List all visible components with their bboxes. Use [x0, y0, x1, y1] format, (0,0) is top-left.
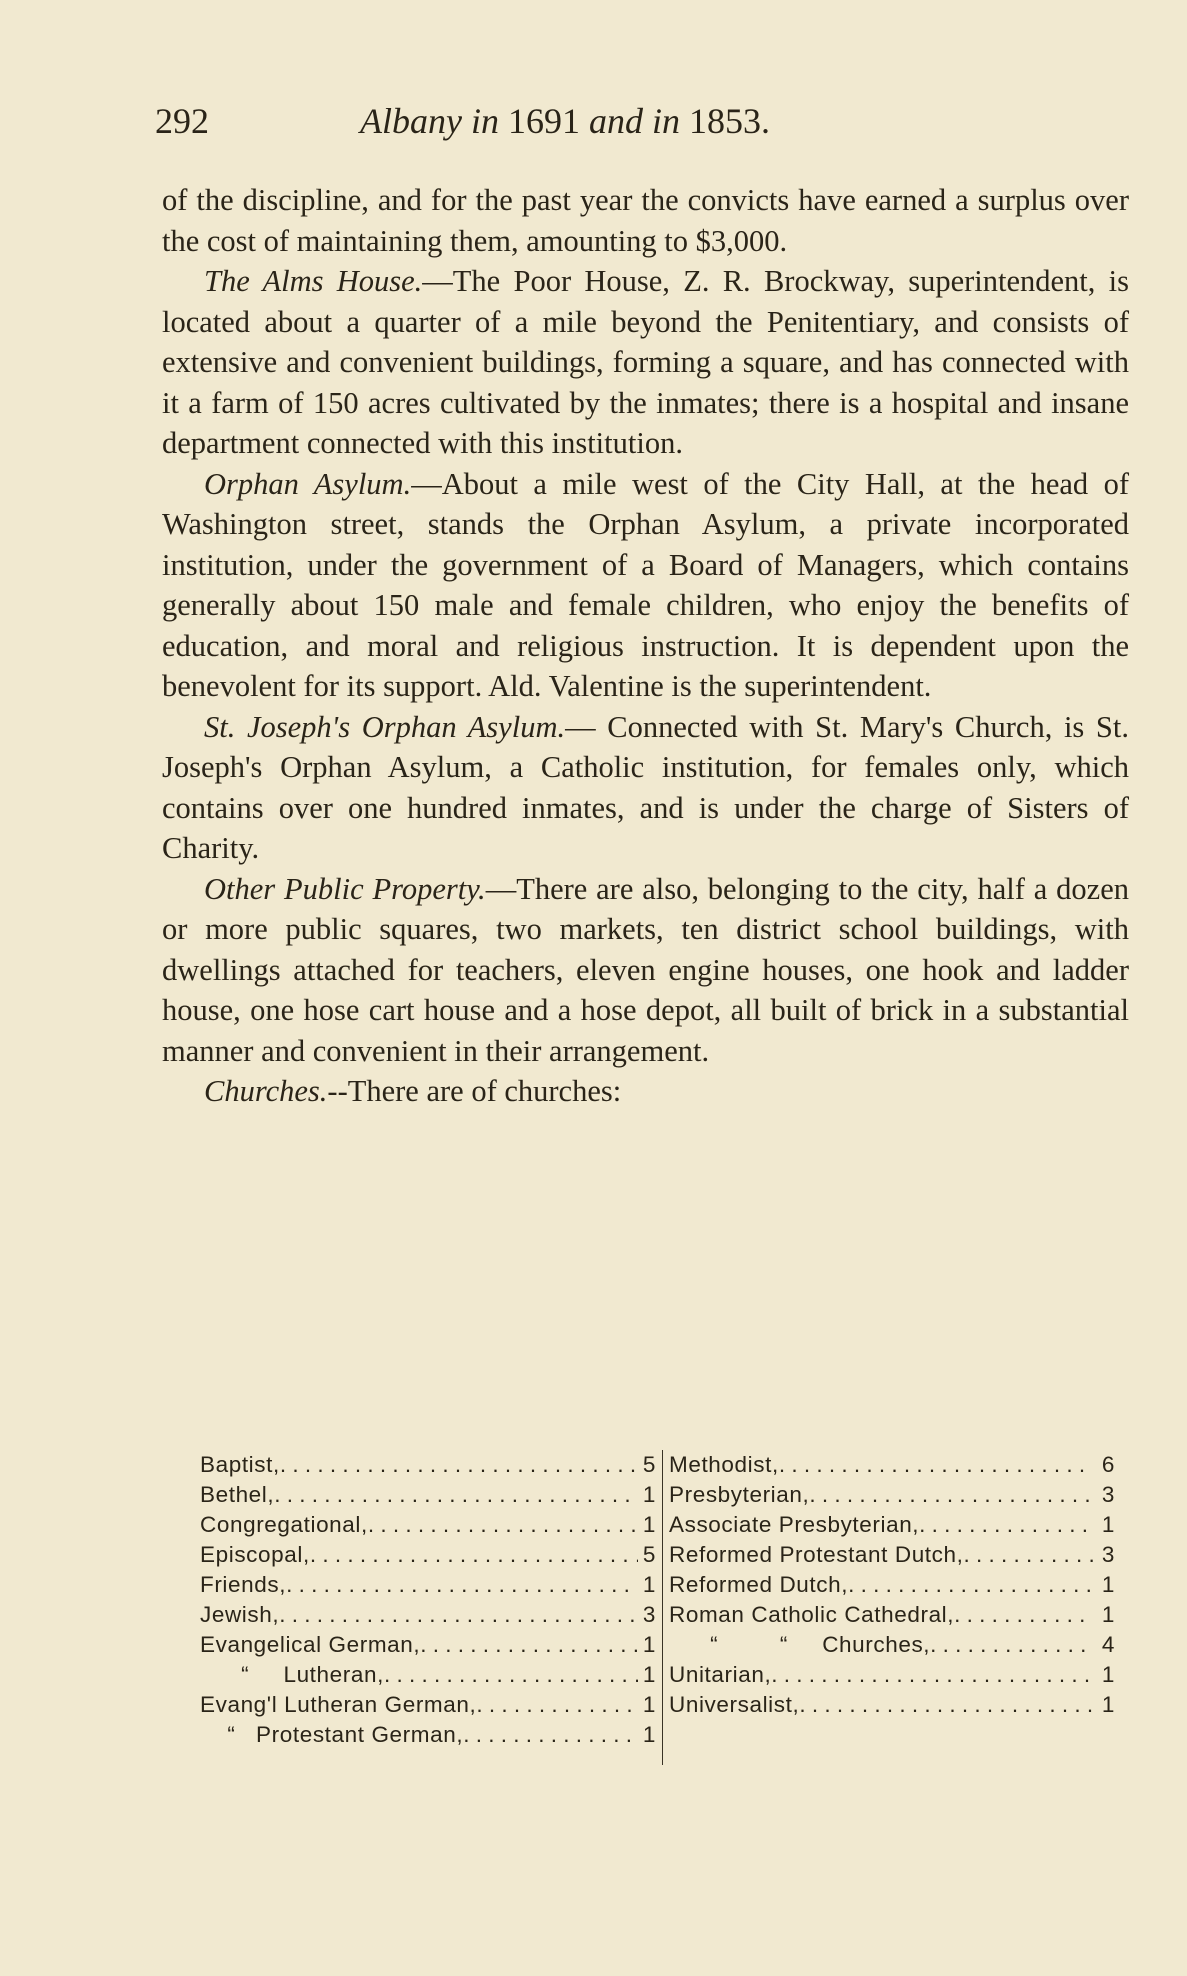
church-row: Reformed Dutch, . . . 1 [669, 1570, 1115, 1600]
church-row: Roman Catholic Cathedral, . . . 1 [669, 1600, 1115, 1630]
church-row: Associate Presbyterian, . . . 1 [669, 1510, 1115, 1540]
text-public-property: —There are also, belonging to the city, half a dozen or more public squares, two markets, ten district school buildings, with dwellings attached for teachers, eleven engine houses, one hook and ladder house, one hose cart house and a hose depot, all built of brick in a substantial manner and convenient in their arrangement. [162, 871, 1129, 1068]
text-st-josephs: — Connected with St. Mary's Church, is St. Joseph's Orphan Asylum, a Catholic institution, for females only, which contains over one hundred inmates, and is under the charge of Sisters of Charity. [162, 709, 1129, 865]
title-year-1691: 1691 [507, 101, 580, 141]
page-number: 292 [155, 101, 209, 141]
church-row: Reformed Protestant Dutch, . . . 3 [669, 1540, 1115, 1570]
paragraph-discipline: of the discipline, and for the past year the convicts have earned a surplus over the cost of maintaining them, amounting to $3,000. [162, 183, 1129, 258]
church-row: Methodist, . . . 6 [669, 1450, 1115, 1480]
churches-left-column [200, 1450, 656, 1750]
text-orphan-asylum: —About a mile west of the City Hall, at the head of Washington street, stands the Orphan Asylum, a private incorporated institution, under the government of a Board of Managers, which contains generally about 150 male and female children, who enjoy the benefits of education, and moral and religious instruction. It is dependent upon the benevolent for its support. Ald. Valentine is the superintendent. [162, 466, 1129, 703]
heading-st-josephs: St. Joseph's Orphan Asylum. [204, 709, 566, 744]
heading-orphan-asylum: Orphan Asylum. [204, 466, 412, 501]
church-row: Jewish, . . . 3 [200, 1600, 656, 1630]
church-row: Bethel, . . . 1 [200, 1480, 656, 1510]
church-row: Friends, . . . 1 [200, 1570, 656, 1600]
title-part-a: Albany in [360, 101, 508, 141]
text-churches: --There are of churches: [327, 1074, 622, 1108]
title-part-b: and in [579, 101, 689, 141]
church-row: Unitarian, . . . 1 [669, 1660, 1115, 1690]
heading-churches: Churches. [204, 1074, 328, 1108]
churches-right-column [662, 1450, 1115, 1765]
paragraph-churches [162, 1071, 1129, 1112]
church-row: Congregational, . . . 1 [200, 1510, 656, 1540]
body-text [162, 180, 1129, 1112]
church-row: Universalist, . . . 1 [669, 1690, 1115, 1720]
church-row: “ “ Churches, . . . 4 [669, 1630, 1115, 1660]
church-row: Evangelical German, . . . 1 [200, 1630, 656, 1660]
church-row: Evang'l Lutheran German, . . . 1 [200, 1690, 656, 1720]
running-title [360, 100, 770, 142]
paragraph-orphan-asylum [162, 464, 1129, 707]
title-year-1853: 1853. [689, 101, 770, 141]
paragraph-public-property [162, 869, 1129, 1072]
church-row: “ Protestant German, . . . 1 [200, 1720, 656, 1750]
church-row: “ Lutheran, . . . 1 [200, 1660, 656, 1690]
church-row: Presbyterian, . . . 3 [669, 1480, 1115, 1510]
church-row: Baptist, . . . 5 [200, 1450, 656, 1480]
heading-alms-house: The Alms House. [204, 264, 423, 298]
text-alms-house: —The Poor House, Z. R. Brockway, superintendent, is located about a quarter of a mile beyond the Penitentiary, and consists of extensive and convenient buildings, forming a square, and has connected with it a farm of 150 acres cultivated by the inmates; there is a hospital and insane department connected with this institution. [162, 264, 1129, 460]
heading-public-property: Other Public Property. [204, 871, 486, 906]
paragraph-st-josephs [162, 707, 1129, 869]
paragraph-alms-house [162, 261, 1129, 464]
church-row: Episcopal, . . . 5 [200, 1540, 656, 1570]
running-header [155, 100, 875, 150]
